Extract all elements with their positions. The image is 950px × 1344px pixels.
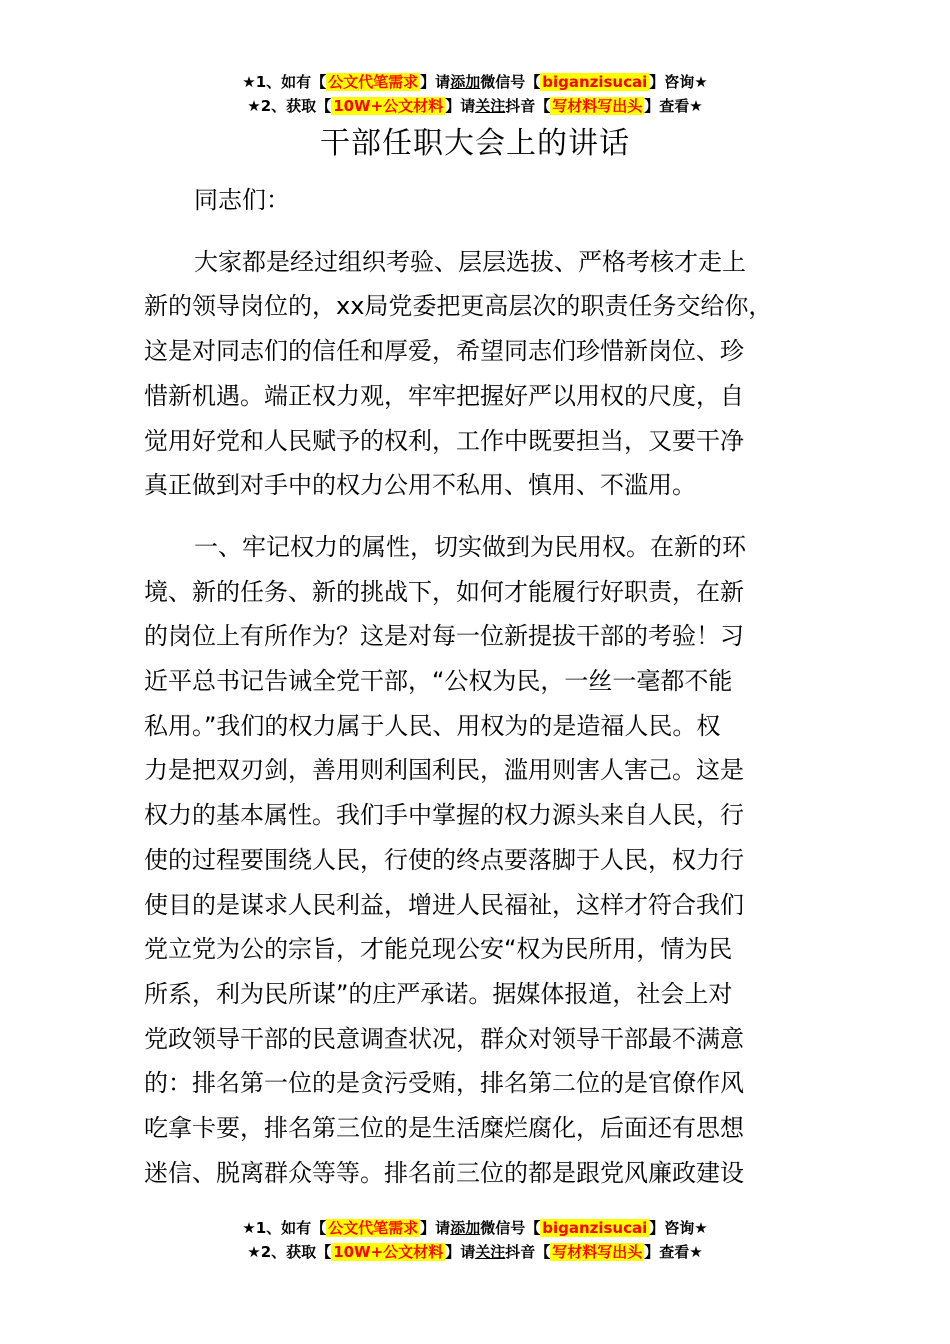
highlight-text: 10W+公文材料 — [333, 97, 444, 115]
text-line: 新的领导岗位的，xx局党委把更高层次的职责任务交给你， — [144, 292, 773, 321]
text-line: 真正做到对手中的权力公用不私用、慎用、不滥用。 — [144, 471, 696, 500]
salutation: 同志们： — [194, 186, 290, 214]
text-line: 迷信、脱离群众等等。排名前三位的都是跟党风廉政建设 — [144, 1158, 744, 1187]
text-line: 一、牢记权力的属性，切实做到为民用权。在新的环 — [194, 532, 746, 561]
banner-text: 微信号【 — [480, 1219, 541, 1237]
text-line: 使目的是谋求人民利益，增进人民福祉，这样才符合我们 — [144, 890, 744, 919]
underlined-text: 关注 — [475, 1243, 506, 1261]
banner-text: 】查看★ — [644, 1243, 703, 1261]
underlined-text: 添加 — [450, 73, 481, 91]
text-line: 私用。”我们的权力属于人民、用权为的是造福人民。权 — [144, 711, 721, 740]
document-title: 干部任职大会上的讲话 — [320, 126, 630, 161]
text-line: 觉用好党和人民赋予的权利，工作中既要担当，又要干净 — [144, 426, 744, 455]
text-line: 吃拿卡要，排名第三位的是生活糜烂腐化，后面还有思想 — [144, 1114, 744, 1143]
banner-text: 】请 — [445, 1243, 476, 1261]
banner-line-1 — [0, 1216, 950, 1240]
text-line: 力是把双刃剑，善用则利国利民，滥用则害人害己。这是 — [144, 756, 744, 785]
footer-banner — [0, 1216, 950, 1264]
document-body — [144, 178, 809, 1195]
text-line: 权力的基本属性。我们手中掌握的权力源头来自人民，行 — [144, 801, 744, 830]
text-line: 党政领导干部的民意调查状况，群众对领导干部最不满意 — [144, 1024, 744, 1053]
banner-text: ★2、获取【 — [247, 1243, 332, 1261]
wechat-id-highlight: biganzisucai — [542, 1219, 648, 1237]
banner-text: 】查看★ — [644, 97, 703, 115]
banner-text: 】请 — [445, 97, 476, 115]
highlight-text: 10W+公文材料 — [333, 1243, 444, 1261]
underlined-text: 添加 — [450, 1219, 481, 1237]
douyin-account-highlight: 写材料写出头 — [552, 1243, 643, 1261]
text-line: 的：排名第一位的是贪污受贿，排名第二位的是官僚作风 — [144, 1069, 744, 1098]
banner-line-2 — [0, 94, 950, 118]
banner-line-2 — [0, 1240, 950, 1264]
text-line: 近平总书记告诫全党干部，“公权为民，一丝一毫都不能 — [144, 667, 733, 696]
banner-text: 】请 — [420, 1219, 451, 1237]
highlight-text: 公文代笔需求 — [328, 1219, 419, 1237]
highlight-text: 公文代笔需求 — [328, 73, 419, 91]
header-banner — [0, 70, 950, 118]
banner-text: 】咨询★ — [649, 73, 708, 91]
text-line: 大家都是经过组织考验、层层选拔、严格考核才走上 — [194, 247, 746, 276]
banner-text: 抖音【 — [505, 97, 551, 115]
text-line: 惜新机遇。端正权力观，牢牢把握好严以用权的尺度，自 — [144, 381, 744, 410]
text-line: 境、新的任务、新的挑战下，如何才能履行好职责，在新 — [144, 577, 744, 606]
paragraph-1 — [144, 240, 809, 508]
banner-text: 】请 — [420, 73, 451, 91]
banner-text: ★1、如有【 — [242, 73, 327, 91]
banner-text: 抖音【 — [505, 1243, 551, 1261]
text-line: 这是对同志们的信任和厚爱，希望同志们珍惜新岗位、珍 — [144, 337, 744, 366]
banner-text: 微信号【 — [480, 73, 541, 91]
wechat-id-highlight: biganzisucai — [542, 73, 648, 91]
text-line: 使的过程要围绕人民，行使的终点要落脚于人民，权力行 — [144, 845, 744, 874]
text-line: 的岗位上有所作为？这是对每一位新提拔干部的考验！习 — [144, 622, 744, 651]
douyin-account-highlight: 写材料写出头 — [552, 97, 643, 115]
banner-text: ★1、如有【 — [242, 1219, 327, 1237]
banner-line-1 — [0, 70, 950, 94]
banner-text: ★2、获取【 — [247, 97, 332, 115]
underlined-text: 关注 — [475, 97, 506, 115]
text-line: 党立党为公的宗旨，才能兑现公安“权为民所用，情为民 — [144, 935, 733, 964]
banner-text: 】咨询★ — [649, 1219, 708, 1237]
paragraph-2 — [144, 525, 809, 1196]
text-line: 所系，利为民所谋”的庄严承诺。据媒体报道，社会上对 — [144, 979, 733, 1008]
